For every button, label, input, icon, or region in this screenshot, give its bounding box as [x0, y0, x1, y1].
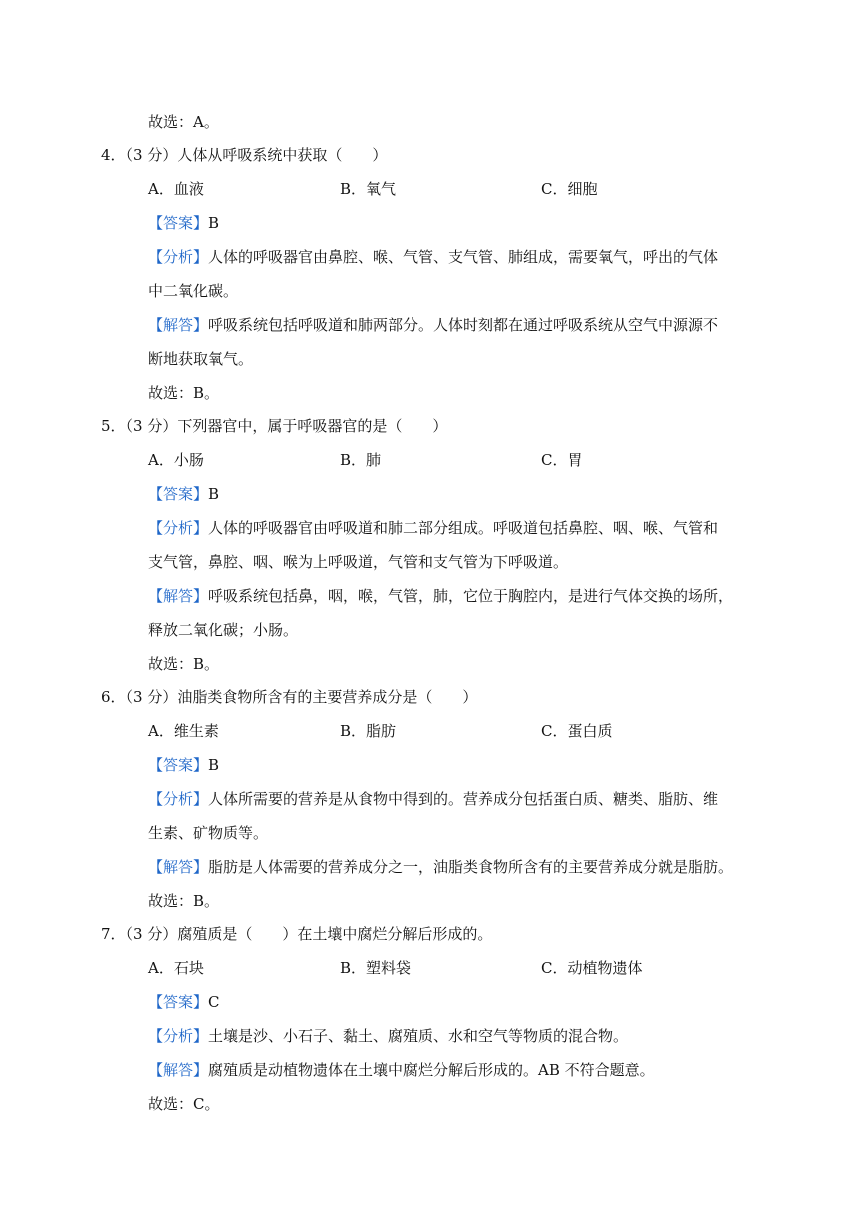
- q4-choice: 故选：B。: [148, 384, 220, 402]
- q7-solution: [148, 1060, 655, 1080]
- analysis-tag: 【分析】: [148, 1027, 209, 1045]
- q5-solution: [148, 586, 733, 606]
- q5-analysis: [148, 518, 718, 538]
- q6-option-c: C．蛋白质: [541, 722, 613, 740]
- solution-tag: 【解答】: [148, 1061, 209, 1079]
- q5-stem: 5．（3 分）下列器官中，属于呼吸器官的是（ ）: [101, 417, 448, 435]
- answer-tag: 【答案】: [148, 214, 209, 232]
- solution-tag: 【解答】: [148, 858, 209, 876]
- q5-answer: [148, 484, 219, 504]
- analysis-text: 人体的呼吸器官由呼吸道和肺二部分组成。呼吸道包括鼻腔、咽、喉、气管和: [208, 519, 719, 537]
- q7-option-a: A．石块: [148, 959, 204, 977]
- answer-value: B: [208, 485, 220, 503]
- q7-option-c: C．动植物遗体: [541, 959, 643, 977]
- q7-answer: [148, 992, 220, 1012]
- q6-option-a: A．维生素: [148, 722, 219, 740]
- solution-tag: 【解答】: [148, 316, 209, 334]
- q4-solution: [148, 315, 718, 335]
- answer-tag: 【答案】: [148, 485, 209, 503]
- solution-text: 脂肪是人体需要的营养成分之一，油脂类食物所含有的主要营养成分就是脂肪。: [208, 858, 734, 876]
- solution-text: 呼吸系统包括呼吸道和肺两部分。人体时刻都在通过呼吸系统从空气中源源不: [208, 316, 719, 334]
- q7-stem: 7．（3 分）腐殖质是（ ）在土壤中腐烂分解后形成的。: [101, 925, 493, 943]
- q6-option-b: B．脂肪: [340, 722, 397, 740]
- q4-stem: 4．（3 分）人体从呼吸系统中获取（ ）: [101, 146, 388, 164]
- q4-option-a: A．血液: [148, 180, 204, 198]
- analysis-tag: 【分析】: [148, 248, 209, 266]
- q5-choice: 故选：B。: [148, 655, 220, 673]
- answer-value: B: [208, 756, 220, 774]
- q4-analysis: [148, 247, 718, 267]
- q5-solution-cont: 释放二氧化碳；小肠。: [148, 621, 299, 639]
- q6-solution: [148, 857, 733, 877]
- q6-choice: 故选：B。: [148, 892, 220, 910]
- q7-option-b: B．塑料袋: [340, 959, 412, 977]
- q3-choice: 故选：A。: [148, 113, 219, 131]
- q4-answer: [148, 213, 219, 233]
- q6-analysis-cont: 生素、矿物质等。: [148, 824, 269, 842]
- q5-option-c: C．胃: [541, 451, 583, 469]
- answer-tag: 【答案】: [148, 756, 209, 774]
- solution-tag: 【解答】: [148, 587, 209, 605]
- q4-option-b: B．氧气: [340, 180, 397, 198]
- q6-answer: [148, 755, 219, 775]
- q7-analysis: [148, 1026, 628, 1046]
- analysis-text: 土壤是沙、小石子、黏土、腐殖质、水和空气等物质的混合物。: [208, 1027, 629, 1045]
- q5-option-a: A．小肠: [148, 451, 204, 469]
- q6-stem: 6．（3 分）油脂类食物所含有的主要营养成分是（ ）: [101, 688, 478, 706]
- q5-option-b: B．肺: [340, 451, 382, 469]
- answer-tag: 【答案】: [148, 993, 209, 1011]
- answer-value: B: [208, 214, 220, 232]
- solution-text: 腐殖质是动植物遗体在土壤中腐烂分解后形成的。AB 不符合题意。: [208, 1061, 655, 1079]
- analysis-tag: 【分析】: [148, 790, 209, 808]
- analysis-text: 人体的呼吸器官由鼻腔、喉、气管、支气管、肺组成，需要氧气，呼出的气体: [208, 248, 719, 266]
- q7-choice: 故选：C。: [148, 1095, 220, 1113]
- q5-analysis-cont: 支气管，鼻腔、咽、喉为上呼吸道，气管和支气管为下呼吸道。: [148, 553, 569, 571]
- solution-text: 呼吸系统包括鼻，咽，喉，气管，肺，它位于胸腔内，是进行气体交换的场所，: [208, 587, 734, 605]
- q6-analysis: [148, 789, 718, 809]
- q4-analysis-cont: 中二氧化碳。: [148, 282, 239, 300]
- analysis-text: 人体所需要的营养是从食物中得到的。营养成分包括蛋白质、糖类、脂肪、维: [208, 790, 719, 808]
- analysis-tag: 【分析】: [148, 519, 209, 537]
- answer-value: C: [208, 993, 220, 1011]
- q4-option-c: C．细胞: [541, 180, 598, 198]
- q4-solution-cont: 断地获取氧气。: [148, 350, 254, 368]
